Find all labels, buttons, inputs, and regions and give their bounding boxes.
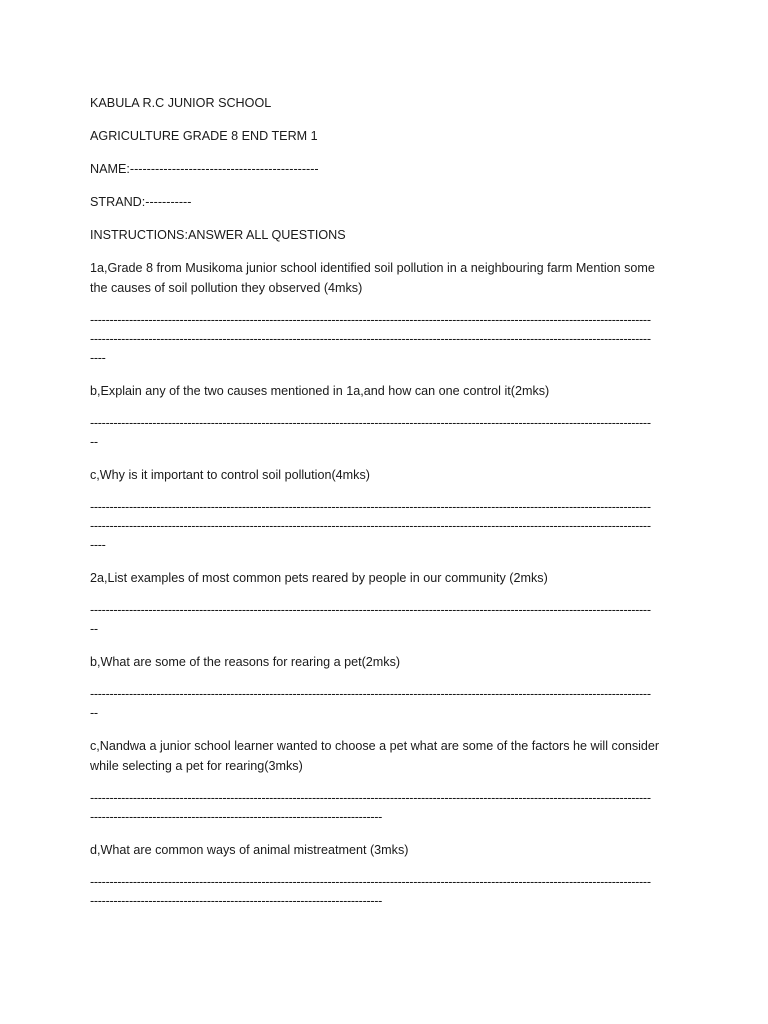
question-text: b,What are some of the reasons for rearing a pet(2mks)	[90, 655, 401, 669]
answer-area-2b	[90, 685, 674, 723]
question-text: c,Nandwa a junior school learner wanted to choose a pet what are some of the factors he will consider while selecting a pet for rearing(3mks)	[90, 739, 660, 773]
answer-area-2c	[90, 789, 674, 827]
answer-line: ----	[90, 351, 106, 365]
question-text: 2a,List examples of most common pets reared by people in our community (2mks)	[90, 571, 548, 585]
document-body	[90, 93, 674, 911]
answer-line: ----	[90, 538, 106, 552]
name-field: NAME:---------------------------------------------	[90, 162, 319, 176]
question-2c	[90, 736, 674, 776]
answer-line: ------------------------------------------------------------------------------------------------------------------------------------------------	[90, 875, 651, 889]
question-2a	[90, 568, 674, 588]
answer-area-1a	[90, 311, 674, 368]
school-name: KABULA R.C JUNIOR SCHOOL	[90, 96, 272, 110]
question-1b	[90, 381, 674, 401]
question-text: d,What are common ways of animal mistreatment (3mks)	[90, 843, 409, 857]
answer-line: ------------------------------------------------------------------------------------------------------------------------------------------------	[90, 603, 651, 617]
answer-area-2a	[90, 601, 674, 639]
answer-line: ---------------------------------------------------------------------------	[90, 810, 383, 824]
answer-line: --	[90, 435, 98, 449]
answer-line: --	[90, 622, 98, 636]
answer-line: ------------------------------------------------------------------------------------------------------------------------------------------------	[90, 332, 651, 346]
question-text: b,Explain any of the two causes mentioned in 1a,and how can one control it(2mks)	[90, 384, 550, 398]
answer-area-1b	[90, 414, 674, 452]
question-2d	[90, 840, 674, 860]
question-2b	[90, 652, 674, 672]
strand-field: STRAND:-----------	[90, 195, 192, 209]
answer-line: ------------------------------------------------------------------------------------------------------------------------------------------------	[90, 687, 651, 701]
answer-line: ------------------------------------------------------------------------------------------------------------------------------------------------	[90, 791, 651, 805]
question-1a	[90, 258, 674, 298]
instructions: INSTRUCTIONS:ANSWER ALL QUESTIONS	[90, 228, 346, 242]
answer-line: ------------------------------------------------------------------------------------------------------------------------------------------------	[90, 313, 651, 327]
answer-area-1c	[90, 498, 674, 555]
question-1c	[90, 465, 674, 485]
question-text: 1a,Grade 8 from Musikoma junior school identified soil pollution in a neighbouring farm Mention some the causes of soil pollution they observed (4mks)	[90, 261, 655, 295]
answer-area-2d	[90, 873, 674, 911]
exam-title: AGRICULTURE GRADE 8 END TERM 1	[90, 129, 318, 143]
answer-line: --	[90, 706, 98, 720]
answer-line: ------------------------------------------------------------------------------------------------------------------------------------------------	[90, 500, 651, 514]
answer-line: ---------------------------------------------------------------------------	[90, 894, 383, 908]
question-text: c,Why is it important to control soil pollution(4mks)	[90, 468, 370, 482]
answer-line: ------------------------------------------------------------------------------------------------------------------------------------------------	[90, 519, 651, 533]
answer-line: ------------------------------------------------------------------------------------------------------------------------------------------------	[90, 416, 651, 430]
